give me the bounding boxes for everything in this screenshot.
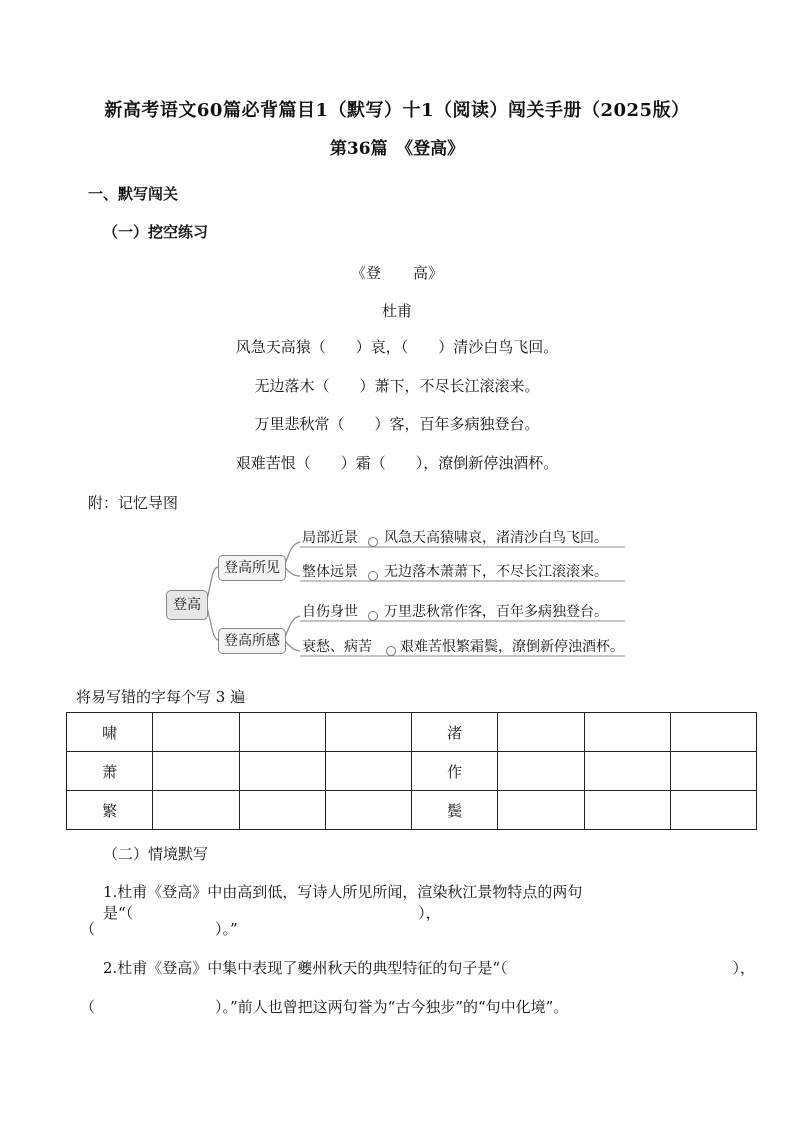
writing-cell[interactable] <box>584 713 670 752</box>
writing-cell[interactable] <box>325 752 411 791</box>
mind-map-root: 登高 <box>166 590 208 620</box>
writing-cell[interactable] <box>670 791 756 830</box>
mind-map-text: 艰难苦恨繁霜鬓，潦倒新停浊酒杯。 <box>400 639 624 655</box>
appendix-label: 附：记忆导图 <box>88 494 179 512</box>
question-text: （ ）。”前人也曾把这两句誉为“古今独步”的“句中化境”。 <box>80 998 569 1016</box>
question-text: 2.杜甫《登高》中集中表现了夔州秋天的典型特征的句子是“（ ）， <box>103 959 755 977</box>
mind-map-category: 局部近景 <box>302 530 358 546</box>
poem-line: 万里悲秋常（ ）客，百年多病独登台。 <box>254 415 540 433</box>
poem-line: 风急天高猿（ ）哀，（ ）清沙白鸟飞回。 <box>235 338 559 356</box>
writing-cell[interactable] <box>239 713 325 752</box>
writing-cell[interactable] <box>239 752 325 791</box>
mind-map-branch: 登高所感 <box>218 628 286 654</box>
writing-cell[interactable] <box>325 713 411 752</box>
question-text: 1.杜甫《登高》中由高到低，写诗人所见所闻，渲染秋江景物特点的两句是“（ ）， <box>103 883 583 922</box>
table-cell: 鬓 <box>412 791 498 830</box>
subsection-heading: （二）情境默写 <box>103 845 209 863</box>
practice-instruction: 将易写错的字每个写 3 遍 <box>76 688 246 706</box>
writing-cell[interactable] <box>584 752 670 791</box>
writing-cell[interactable] <box>153 752 239 791</box>
collapse-icon <box>368 571 378 581</box>
table-row <box>67 713 757 752</box>
mind-map-branch: 登高所见 <box>218 555 286 581</box>
writing-cell[interactable] <box>239 791 325 830</box>
poem-title-left: 《登 <box>350 264 381 282</box>
mind-map-category: 自伤身世 <box>302 604 358 620</box>
subsection-heading: （一）挖空练习 <box>103 223 209 241</box>
table-cell: 作 <box>412 752 498 791</box>
table-cell: 萧 <box>67 752 153 791</box>
table-cell: 繁 <box>67 791 153 830</box>
poem-line: 艰难苦恨（ ）霜（ ），潦倒新停浊酒杯。 <box>235 454 559 472</box>
poem-line: 无边落木（ ）萧下，不尽长江滚滚来。 <box>254 377 540 395</box>
writing-cell[interactable] <box>498 713 584 752</box>
poem-title <box>0 262 794 283</box>
writing-cell[interactable] <box>153 713 239 752</box>
collapse-icon <box>386 646 396 656</box>
table-row <box>67 752 757 791</box>
table-row <box>67 791 757 830</box>
poem-author: 杜甫 <box>381 302 412 320</box>
mind-map-text: 万里悲秋常作客，百年多病独登台。 <box>384 604 608 620</box>
collapse-icon <box>368 611 378 621</box>
writing-cell[interactable] <box>670 752 756 791</box>
collapse-icon <box>368 537 378 547</box>
mind-map-category: 整体远景 <box>302 564 358 580</box>
writing-cell[interactable] <box>670 713 756 752</box>
section-heading: 一、默写闯关 <box>88 185 179 203</box>
table-cell: 渚 <box>412 713 498 752</box>
writing-cell[interactable] <box>325 791 411 830</box>
mind-map-category: 衰愁、病苦 <box>302 639 372 655</box>
writing-cell[interactable] <box>498 791 584 830</box>
poem-title-right: 高》 <box>413 264 444 282</box>
table-cell: 啸 <box>67 713 153 752</box>
practice-table <box>66 712 757 830</box>
mind-map-text: 无边落木萧萧下，不尽长江滚滚来。 <box>384 564 608 580</box>
document-title: 新高考语文60篇必背篇目1（默写）十1（阅读）闯关手册（2025版） <box>104 100 690 121</box>
writing-cell[interactable] <box>153 791 239 830</box>
mind-map-text: 风急天高猿啸哀，渚清沙白鸟飞回。 <box>384 530 608 546</box>
writing-cell[interactable] <box>498 752 584 791</box>
chapter-title: 第36篇 《登高》 <box>329 139 465 159</box>
writing-cell[interactable] <box>584 791 670 830</box>
question-text: （ ）。” <box>80 920 238 938</box>
